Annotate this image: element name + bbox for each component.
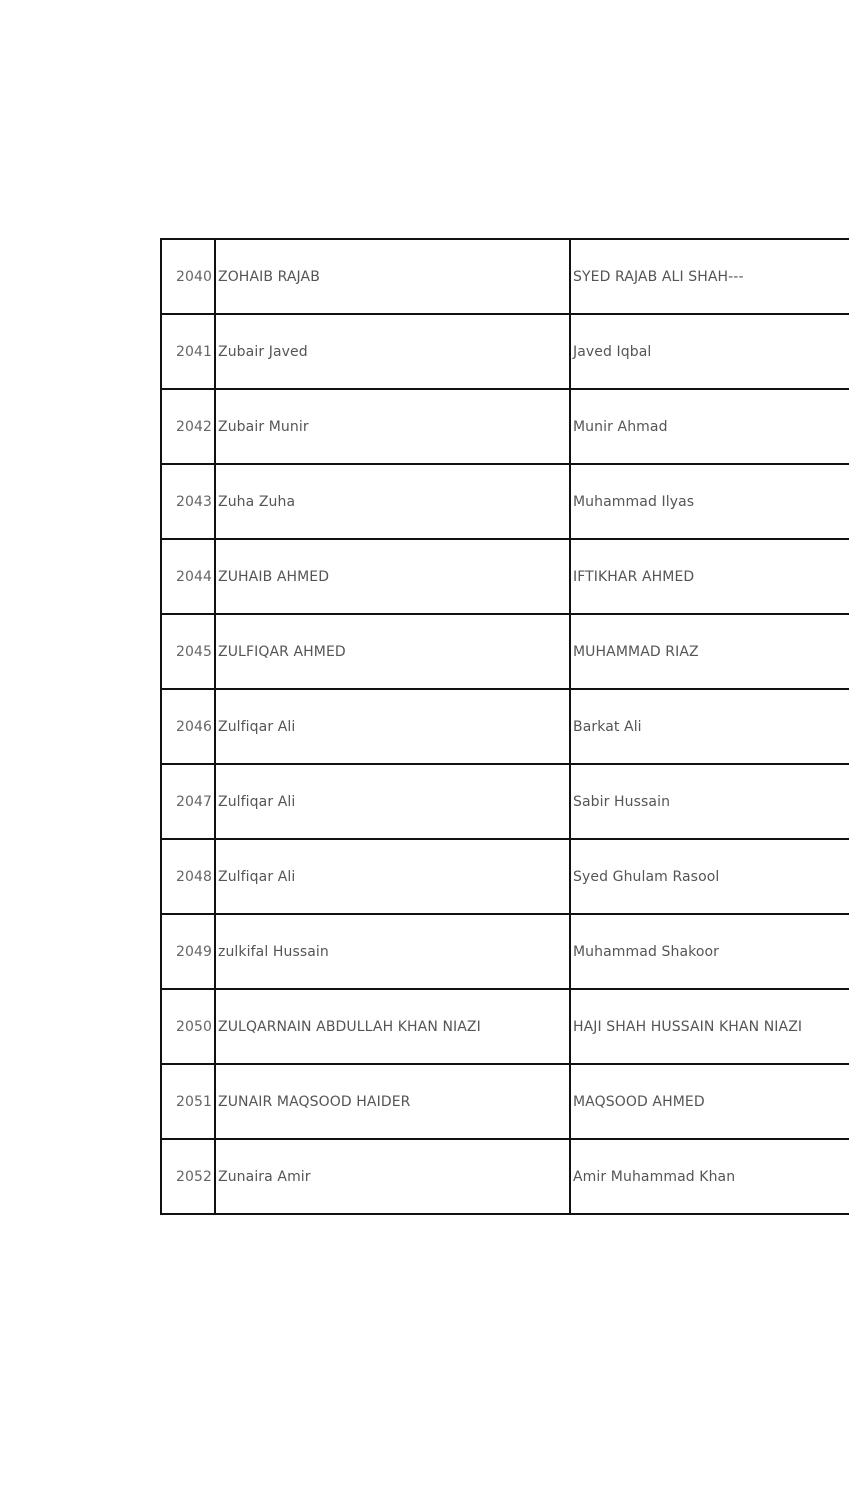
name-cell: ZUNAIR MAQSOOD HAIDER [215, 1064, 570, 1139]
serial-number-cell: 2050 [161, 989, 215, 1064]
father-name-cell: Muhammad Ilyas [570, 464, 849, 539]
father-name-cell: IFTIKHAR AHMED [570, 539, 849, 614]
father-name-cell: Sabir Hussain [570, 764, 849, 839]
table-row [161, 239, 849, 314]
name-cell: Zulfiqar Ali [215, 839, 570, 914]
table-row [161, 539, 849, 614]
table-row [161, 839, 849, 914]
father-name-cell: Amir Muhammad Khan [570, 1139, 849, 1214]
table-row [161, 314, 849, 389]
father-name-cell: Barkat Ali [570, 689, 849, 764]
father-name-cell: MUHAMMAD RIAZ [570, 614, 849, 689]
father-name-cell: HAJI SHAH HUSSAIN KHAN NIAZI [570, 989, 849, 1064]
table-row [161, 1139, 849, 1214]
father-name-cell: Munir Ahmad [570, 389, 849, 464]
table-row [161, 764, 849, 839]
name-cell: Zubair Javed [215, 314, 570, 389]
father-name-cell: SYED RAJAB ALI SHAH--- [570, 239, 849, 314]
table-row [161, 989, 849, 1064]
table-body [161, 239, 849, 1214]
name-cell: ZULQARNAIN ABDULLAH KHAN NIAZI [215, 989, 570, 1064]
serial-number-cell: 2051 [161, 1064, 215, 1139]
serial-number-cell: 2052 [161, 1139, 215, 1214]
father-name-cell: Muhammad Shakoor [570, 914, 849, 989]
serial-number-cell: 2046 [161, 689, 215, 764]
serial-number-cell: 2042 [161, 389, 215, 464]
name-cell: Zuha Zuha [215, 464, 570, 539]
table-row [161, 464, 849, 539]
records-table-container [160, 238, 849, 1215]
name-cell: ZOHAIB RAJAB [215, 239, 570, 314]
father-name-cell: Javed Iqbal [570, 314, 849, 389]
serial-number-cell: 2048 [161, 839, 215, 914]
name-cell: Zulfiqar Ali [215, 689, 570, 764]
name-cell: zulkifal Hussain [215, 914, 570, 989]
table-row [161, 914, 849, 989]
table-row [161, 689, 849, 764]
father-name-cell: MAQSOOD AHMED [570, 1064, 849, 1139]
serial-number-cell: 2045 [161, 614, 215, 689]
table-row [161, 614, 849, 689]
name-cell: ZULFIQAR AHMED [215, 614, 570, 689]
serial-number-cell: 2044 [161, 539, 215, 614]
table-row [161, 389, 849, 464]
serial-number-cell: 2049 [161, 914, 215, 989]
name-cell: Zubair Munir [215, 389, 570, 464]
records-table [160, 238, 849, 1215]
serial-number-cell: 2041 [161, 314, 215, 389]
serial-number-cell: 2040 [161, 239, 215, 314]
serial-number-cell: 2043 [161, 464, 215, 539]
name-cell: Zunaira Amir [215, 1139, 570, 1214]
serial-number-cell: 2047 [161, 764, 215, 839]
name-cell: ZUHAIB AHMED [215, 539, 570, 614]
name-cell: Zulfiqar Ali [215, 764, 570, 839]
father-name-cell: Syed Ghulam Rasool [570, 839, 849, 914]
table-row [161, 1064, 849, 1139]
